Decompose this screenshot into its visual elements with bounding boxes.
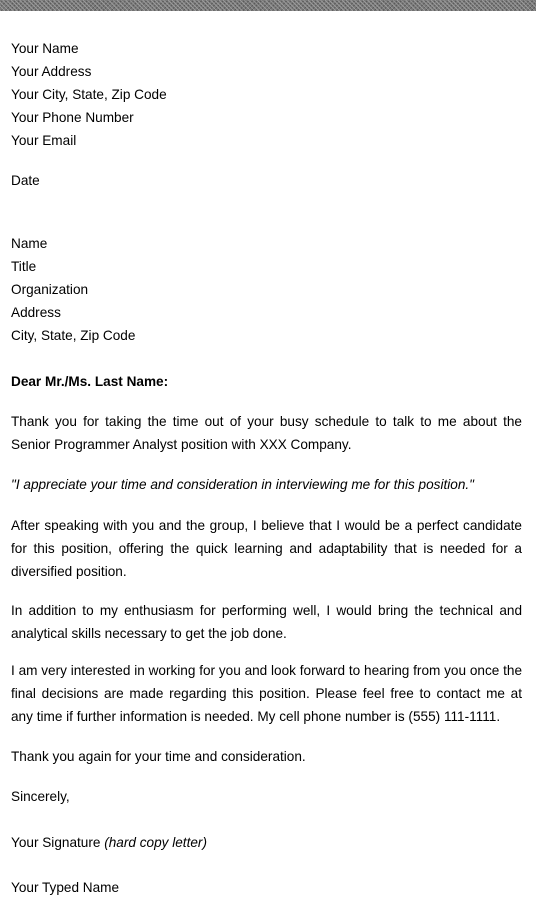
quote-paragraph: "I appreciate your time and consideration in interviewing me for this position." (11, 477, 475, 492)
recipient-organization: Organization (11, 282, 89, 297)
sender-name: Your Name (11, 41, 79, 56)
body-paragraph-1: Thank you for taking the time out of your busy schedule to talk to me about the Senior Programmer Analyst position with XXX Company. (11, 414, 522, 452)
sender-city-state-zip: Your City, State, Zip Code (11, 87, 167, 102)
signature-label: Your Signature (11, 835, 101, 850)
salutation: Dear Mr./Ms. Last Name: (11, 374, 169, 389)
signature-line (11, 835, 207, 851)
closing: Sincerely, (11, 789, 70, 804)
typed-name: Your Typed Name (11, 880, 120, 895)
body-paragraph-2: After speaking with you and the group, I believe that I would be a perfect candidate for this position, offering the quick learning and adaptability that is needed for a diversified position. (11, 518, 522, 579)
recipient-address: Address (11, 305, 61, 320)
recipient-name: Name (11, 236, 48, 251)
body-paragraph-4: I am very interested in working for you and look forward to hearing from you once the final decisions are made regarding this position. Please feel free to contact me at any time if further information is needed. My cell phone number is (555) 111-1111. (11, 663, 522, 724)
sender-address: Your Address (11, 64, 92, 79)
body-paragraph-3: In addition to my enthusiasm for performing well, I would bring the technical and analytical skills necessary to get the job done. (11, 603, 522, 641)
recipient-title: Title (11, 259, 37, 274)
recipient-city-state-zip: City, State, Zip Code (11, 328, 136, 343)
sender-email: Your Email (11, 133, 77, 148)
top-border (0, 0, 536, 11)
signature-note: (hard copy letter) (104, 835, 207, 850)
letter-date: Date (11, 173, 40, 188)
body-paragraph-5: Thank you again for your time and consideration. (11, 749, 306, 764)
sender-phone: Your Phone Number (11, 110, 134, 125)
